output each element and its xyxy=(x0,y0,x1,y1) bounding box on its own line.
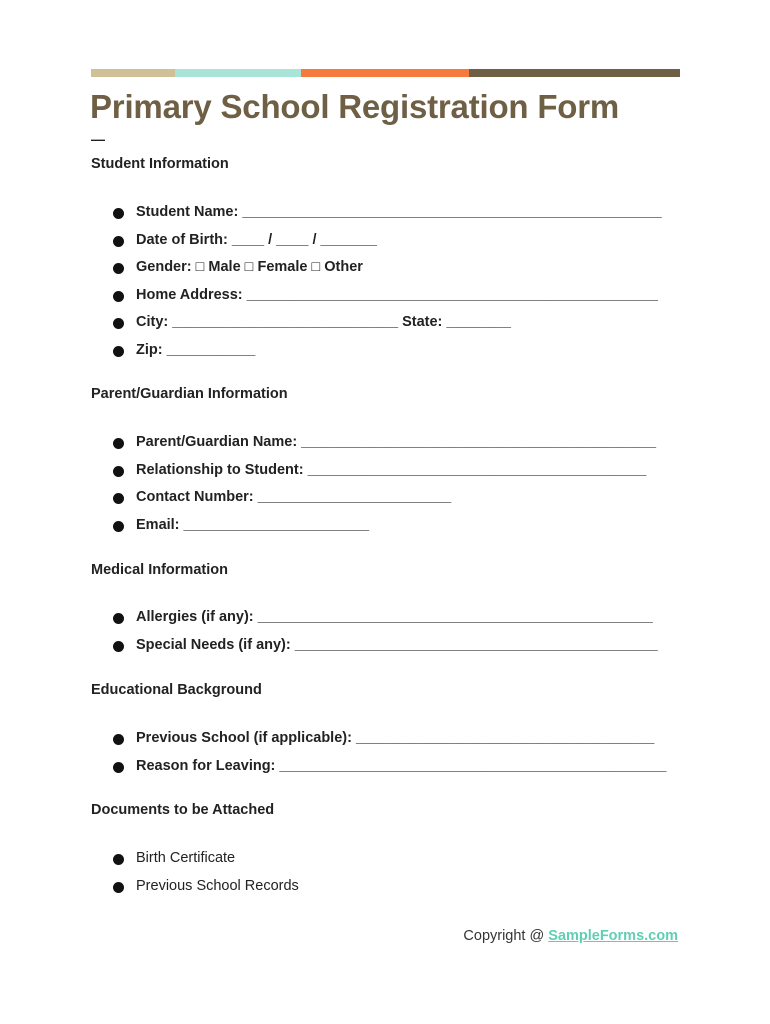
color-bar-segment-tan xyxy=(91,69,175,77)
bullet-icon xyxy=(113,613,124,624)
page-title: Primary School Registration Form xyxy=(90,88,620,125)
field-reason-for-leaving[interactable]: Reason for Leaving: ________________________________________________ xyxy=(136,757,667,774)
bullet-icon xyxy=(113,291,124,302)
bullet-icon xyxy=(113,438,124,449)
field-allergies[interactable]: Allergies (if any): _________________________________________________ xyxy=(136,609,653,625)
bullet-icon xyxy=(113,318,124,329)
section-heading-student-information: Student Information xyxy=(91,156,229,172)
field-date-of-birth[interactable]: Date of Birth: ____ / ____ / _______ xyxy=(136,231,377,248)
bullet-icon xyxy=(113,882,124,893)
bullet-icon xyxy=(113,236,124,247)
field-zip[interactable]: Zip: ___________ xyxy=(136,341,256,358)
field-email[interactable]: Email: _______________________ xyxy=(136,516,370,533)
field-parent-guardian-name[interactable]: Parent/Guardian Name: ____________________________________________ xyxy=(136,434,657,450)
document-previous-school-records: Previous School Records xyxy=(136,877,299,894)
bullet-icon xyxy=(113,263,124,274)
field-previous-school[interactable]: Previous School (if applicable): _____________________________________ xyxy=(136,730,655,746)
bullet-icon xyxy=(113,734,124,745)
field-contact-number[interactable]: Contact Number: ________________________ xyxy=(136,489,452,505)
bullet-icon xyxy=(113,346,124,357)
section-heading-parent-guardian-information: Parent/Guardian Information xyxy=(91,386,288,402)
section-heading-educational-background: Educational Background xyxy=(91,682,262,698)
bullet-icon xyxy=(113,208,124,219)
copyright-footer xyxy=(463,928,678,944)
bullet-icon xyxy=(113,762,124,773)
field-special-needs[interactable]: Special Needs (if any): _____________________________________________ xyxy=(136,636,658,653)
bullet-icon xyxy=(113,466,124,477)
color-bar-segment-mint xyxy=(175,69,301,77)
document-birth-certificate: Birth Certificate xyxy=(136,850,236,866)
title-dash: — xyxy=(91,131,105,147)
top-color-bar xyxy=(91,69,680,77)
bullet-icon xyxy=(113,521,124,532)
bullet-icon xyxy=(113,641,124,652)
field-gender[interactable]: Gender: □ Male □ Female □ Other xyxy=(136,259,363,275)
bullet-icon xyxy=(113,854,124,865)
field-student-name[interactable]: Student Name: ____________________________________________________ xyxy=(136,204,662,220)
sampleforms-link[interactable]: SampleForms.com xyxy=(548,928,678,944)
bullet-icon xyxy=(113,493,124,504)
field-home-address[interactable]: Home Address: ___________________________________________________ xyxy=(136,286,658,303)
section-heading-medical-information: Medical Information xyxy=(91,562,228,578)
section-heading-documents-to-be-attached: Documents to be Attached xyxy=(91,802,275,818)
field-relationship-to-student[interactable]: Relationship to Student: __________________________________________ xyxy=(136,461,647,478)
copyright-text: Copyright @ xyxy=(463,928,549,944)
field-city-state[interactable]: City: ____________________________ State: ________ xyxy=(136,314,511,330)
color-bar-segment-orange xyxy=(301,69,469,77)
color-bar-segment-brown xyxy=(469,69,680,77)
